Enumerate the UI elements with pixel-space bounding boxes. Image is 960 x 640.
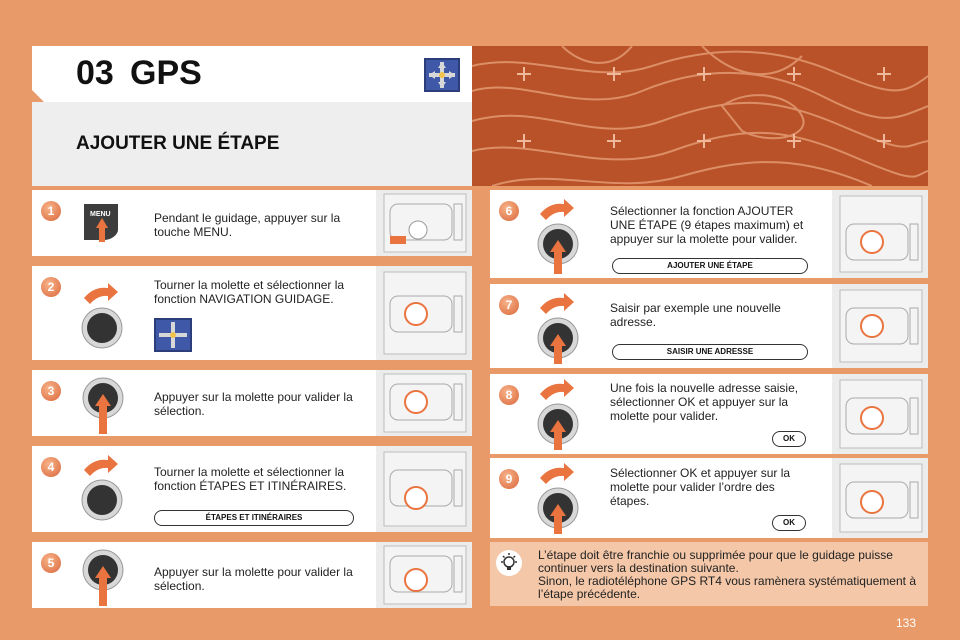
rotary-knob-press-icon	[80, 374, 126, 436]
rotary-knob-turn-press-icon	[534, 376, 582, 452]
screen-label: AJOUTER UNE ÉTAPE	[612, 258, 808, 274]
screen-label: ÉTAPES ET ITINÉRAIRES	[154, 510, 354, 526]
menu-button-icon	[80, 200, 122, 244]
topographic-banner	[472, 46, 928, 186]
radio-panel-image	[832, 190, 928, 278]
tip-line-2: Sinon, le radiotéléphone GPS RT4 vous ramènera systématiquement à l’étape précédente.	[538, 574, 916, 601]
radio-panel-image	[376, 266, 472, 360]
step-7-text: Saisir par exemple une nouvelle adresse.	[610, 301, 781, 329]
step-8-text: Une fois la nouvelle adresse saisie, sélectionner OK et appuyer sur la molette pour valider.	[610, 381, 799, 423]
step-number-badge: 6	[499, 201, 519, 221]
radio-panel-image	[832, 458, 928, 538]
step-number-badge: 1	[41, 201, 61, 221]
step-number-badge: 9	[499, 469, 519, 489]
tip-line-1: L’étape doit être franchie ou supprimée pour que le guidage puisse continuer vers la destination suivante.	[538, 548, 893, 575]
radio-panel-image	[376, 542, 472, 608]
screen-label: SAISIR UNE ADRESSE	[612, 344, 808, 360]
rotary-knob-turn-icon	[78, 452, 126, 522]
section-title: AJOUTER UNE ÉTAPE	[76, 133, 280, 154]
step-number-badge: 2	[41, 277, 61, 297]
rotary-knob-turn-press-icon	[534, 290, 582, 366]
screen-label: OK	[772, 515, 806, 531]
rotary-knob-turn-press-icon	[534, 460, 582, 536]
rotary-knob-press-icon	[80, 546, 126, 608]
step-number-badge: 4	[41, 457, 61, 477]
step-6-text: Sélectionner la fonction AJOUTER UNE ÉTAPE (9 étapes maximum) et appuyer sur la molette pour valider.	[610, 204, 804, 246]
step-1-text: Pendant le guidage, appuyer sur la touche MENU.	[154, 211, 341, 239]
rotary-knob-turn-icon	[78, 280, 126, 350]
step-9-text: Sélectionner OK et appuyer sur la molette pour valider l’ordre des étapes.	[610, 466, 791, 508]
page-number: 133	[896, 616, 917, 630]
screen-label: OK	[772, 431, 806, 447]
step-number-badge: 3	[41, 381, 61, 401]
gps-navigation-icon	[154, 318, 192, 352]
step-number-badge: 5	[41, 553, 61, 573]
tip-text	[538, 549, 928, 601]
step-number-badge: 7	[499, 295, 519, 315]
step-3-text: Appuyer sur la molette pour valider la sélection.	[154, 390, 353, 418]
step-2-text: Tourner la molette et sélectionner la fonction NAVIGATION GUIDAGE.	[154, 278, 345, 306]
lightbulb-icon	[496, 550, 522, 576]
radio-panel-image	[376, 370, 472, 436]
radio-panel-image	[376, 446, 472, 532]
step-4-text: Tourner la molette et sélectionner la fonction ÉTAPES ET ITINÉRAIRES.	[154, 465, 347, 493]
radio-panel-image	[832, 374, 928, 454]
radio-panel-image	[832, 284, 928, 368]
chapter-number: 03	[76, 54, 114, 92]
step-number-badge: 8	[499, 385, 519, 405]
radio-panel-image	[376, 190, 472, 256]
gps-navigation-icon	[424, 58, 460, 92]
chapter-title: GPS	[130, 54, 202, 92]
step-5-text: Appuyer sur la molette pour valider la sélection.	[154, 565, 353, 593]
menu-button-label: MENU	[90, 211, 111, 218]
rotary-knob-turn-press-icon	[534, 196, 582, 276]
